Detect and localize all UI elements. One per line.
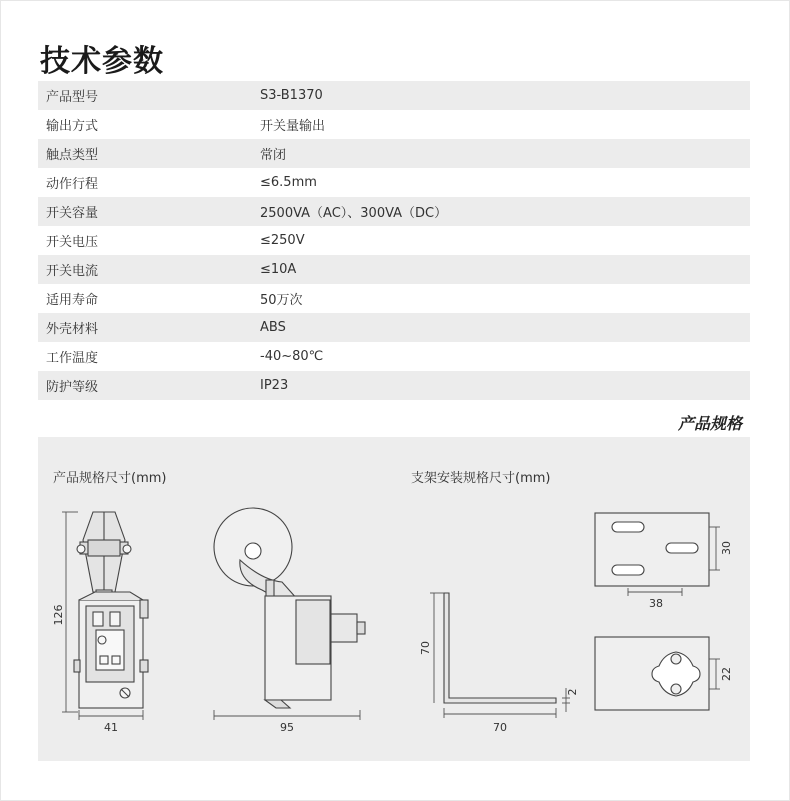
dim-hole-22: 22 (720, 667, 733, 681)
bracket-dimensions-caption: 支架安装规格尺寸(mm) (411, 471, 551, 486)
dim-bracket-width-70: 70 (493, 721, 507, 734)
spec-value: 50万次 (252, 284, 750, 313)
spec-label: 输出方式 (38, 110, 252, 139)
dim-thickness-2: 2 (566, 688, 579, 696)
dim-width-95: 95 (280, 721, 294, 734)
spec-label: 开关容量 (38, 197, 252, 226)
spec-value: 常闭 (252, 139, 750, 168)
spec-label: 开关电流 (38, 255, 252, 284)
switch-front-view (74, 512, 148, 708)
dim-height-126: 126 (52, 604, 65, 626)
spec-label: 适用寿命 (38, 284, 252, 313)
spec-value: IP23 (252, 371, 750, 400)
page-title: 技术参数 (40, 44, 164, 79)
spec-label: 开关电压 (38, 226, 252, 255)
spec-value: 2500VA（AC）、300VA（DC） (252, 197, 750, 226)
spec-value: ≤6.5mm (252, 168, 750, 197)
spec-label: 触点类型 (38, 139, 252, 168)
spec-value: ABS (252, 313, 750, 342)
spec-value: ≤10A (252, 255, 750, 284)
spec-value: 开关量输出 (252, 110, 750, 139)
dim-width-41: 41 (104, 721, 118, 734)
dim-bracket-height-70: 70 (419, 641, 432, 655)
dim-plate-38: 38 (649, 597, 663, 610)
spec-value: S3-B1370 (252, 81, 750, 110)
switch-side-view (214, 508, 365, 708)
section-label: 产品规格 (677, 414, 742, 433)
spec-label: 产品型号 (38, 81, 252, 110)
spec-label: 防护等级 (38, 371, 252, 400)
spec-value: -40~80℃ (252, 342, 750, 371)
mounting-plate-hole (595, 637, 709, 710)
spec-label: 外壳材料 (38, 313, 252, 342)
mounting-plate-slots (595, 513, 709, 586)
product-dimensions-caption: 产品规格尺寸(mm) (53, 471, 167, 486)
bracket-side-view (444, 593, 556, 703)
spec-label: 动作行程 (38, 168, 252, 197)
spec-value: ≤250V (252, 226, 750, 255)
dim-plate-30: 30 (720, 541, 733, 555)
spec-label: 工作温度 (38, 342, 252, 371)
